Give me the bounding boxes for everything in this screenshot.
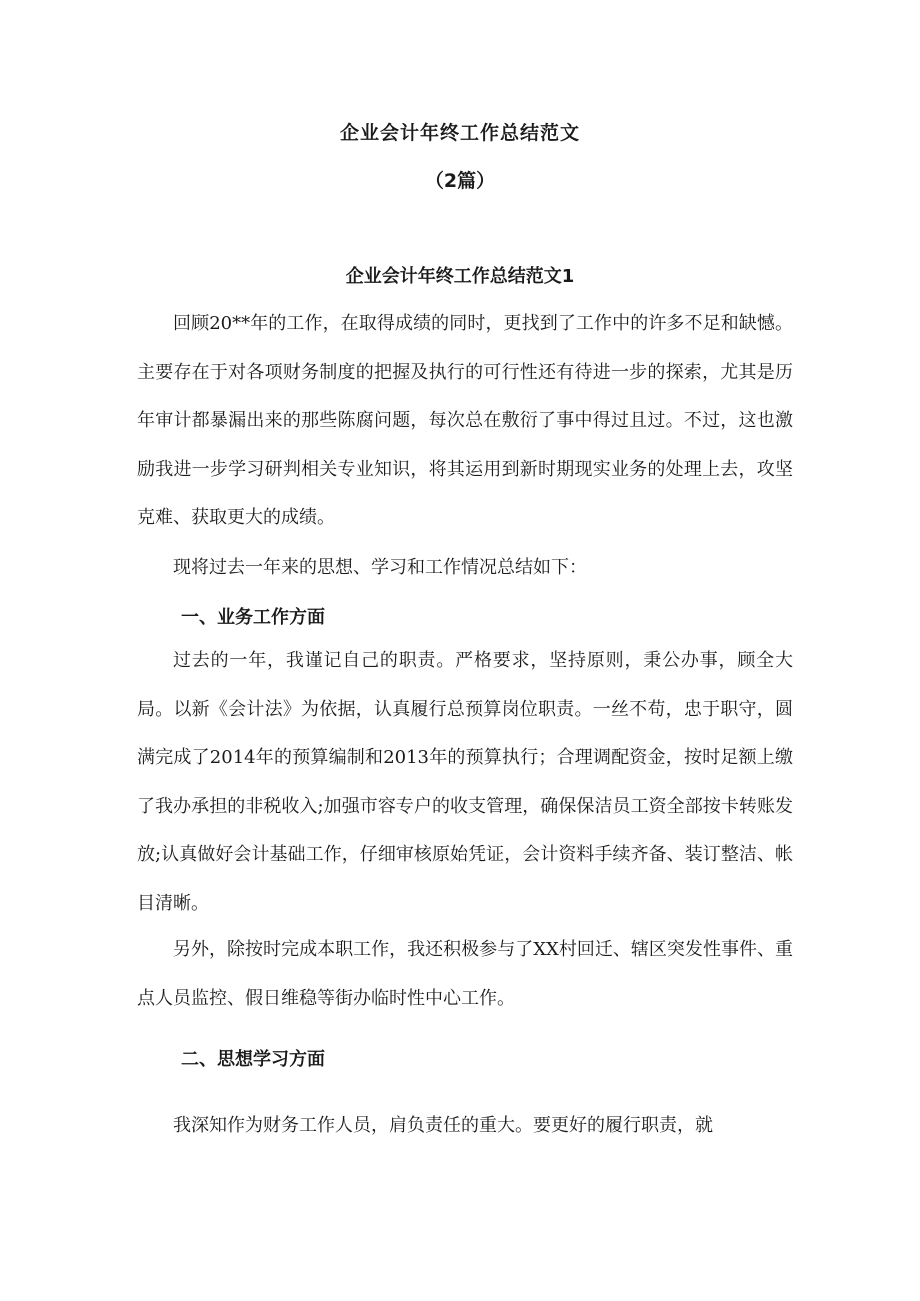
heading-business-work: 一、业务工作方面	[181, 607, 325, 628]
paragraph-additional-work: 另外，除按时完成本职工作，我还积极参与了XX村回迁、辖区突发性事件、重点人员监控、假日维稳等街办临时性中心工作。	[137, 939, 793, 1009]
paragraph-summary-lead: 现将过去一年来的思想、学习和工作情况总结如下：	[173, 557, 587, 578]
paragraph-thought-study: 我深知作为财务工作人员，肩负责任的重大。要更好的履行职责，就	[173, 1115, 713, 1136]
paragraph-intro: 回顾20**年的工作，在取得成绩的同时，更找到了工作中的许多不足和缺憾。主要存在于对各项财务制度的把握及执行的可行性还有待进一步的探索，尤其是历年审计都暴漏出来的那些陈腐问题，每次总在敷衍了事中得过且过。不过，这也激励我进一步学习研判相关专业知识，将其运用到新时期现实业务的处理上去，攻坚克难、获取更大的成绩。	[137, 313, 793, 529]
paragraph-business-work: 过去的一年，我谨记自己的职责。严格要求，坚持原则，秉公办事，顾全大局。以新《会计法》为依据，认真履行总预算岗位职责。一丝不苟，忠于职守，圆满完成了2014年的预算编制和2013年的预算执行；合理调配资金，按时足额上缴了我办承担的非税收入;加强市容专户的收支管理，确保保洁员工资全部按卡转账发放;认真做好会计基础工作，仔细审核原始凭证，会计资料手续齐备、装订整洁、帐目清晰。	[137, 650, 793, 914]
heading-thought-study: 二、思想学习方面	[181, 1049, 325, 1070]
document-subtitle: （2篇）	[424, 170, 496, 192]
document-title: 企业会计年终工作总结范文	[339, 122, 580, 144]
section-title: 企业会计年终工作总结范文1	[345, 266, 575, 287]
